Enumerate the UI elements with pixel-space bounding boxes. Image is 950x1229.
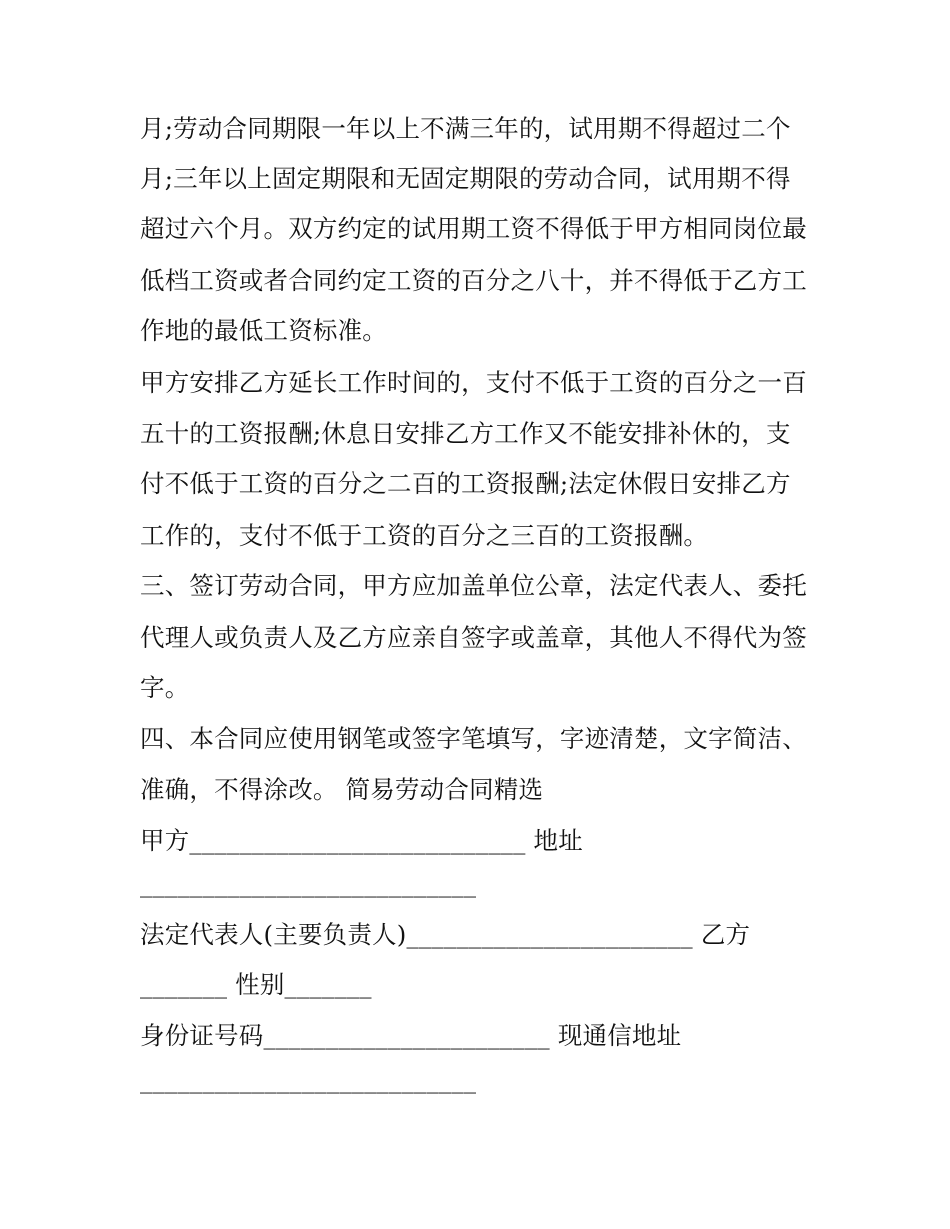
text-line: 低档工资或者合同约定工资的百分之八十，并不得低于乙方工 [140, 266, 807, 295]
form-blank-current-address: ___________________________ [140, 1065, 477, 1094]
text-line: 付不低于工资的百分之二百的工资报酬;法定休假日安排乙方 [140, 469, 791, 498]
text-line: 月;劳动合同期限一年以上不满三年的，试用期不得超过二个 [140, 114, 791, 143]
text-line: 三、签订劳动合同，甲方应加盖单位公章，法定代表人、委托 [140, 571, 807, 600]
text-line: 代理人或负责人及乙方应亲自签字或盖章，其他人不得代为签 [140, 623, 807, 652]
form-line-gender: _______ 性别_______ [140, 970, 372, 999]
form-line-legal-representative: 法定代表人(主要负责人)_______________________ 乙方 [140, 920, 751, 949]
form-line-party-a: 甲方___________________________ 地址 [140, 826, 583, 855]
form-blank-address: ___________________________ [140, 869, 477, 898]
text-line: 工作的，支付不低于工资的百分之三百的工资报酬。 [140, 521, 709, 550]
form-line-id-number: 身份证号码_______________________ 现通信地址 [140, 1021, 682, 1050]
text-line: 准确，不得涂改。 简易劳动合同精选 [140, 775, 544, 804]
text-line: 四、本合同应使用钢笔或签字笔填写，字迹清楚，文字简洁、 [140, 724, 807, 753]
text-line: 甲方安排乙方延长工作时间的，支付不低于工资的百分之一百 [140, 368, 807, 397]
text-line: 超过六个月。双方约定的试用期工资不得低于甲方相同岗位最 [140, 214, 807, 243]
text-line: 五十的工资报酬;休息日安排乙方工作又不能安排补休的，支 [140, 419, 791, 448]
text-line: 月;三年以上固定期限和无固定期限的劳动合同，试用期不得 [140, 164, 791, 193]
text-line: 字。 [140, 673, 190, 702]
text-line: 作地的最低工资标准。 [140, 316, 387, 345]
